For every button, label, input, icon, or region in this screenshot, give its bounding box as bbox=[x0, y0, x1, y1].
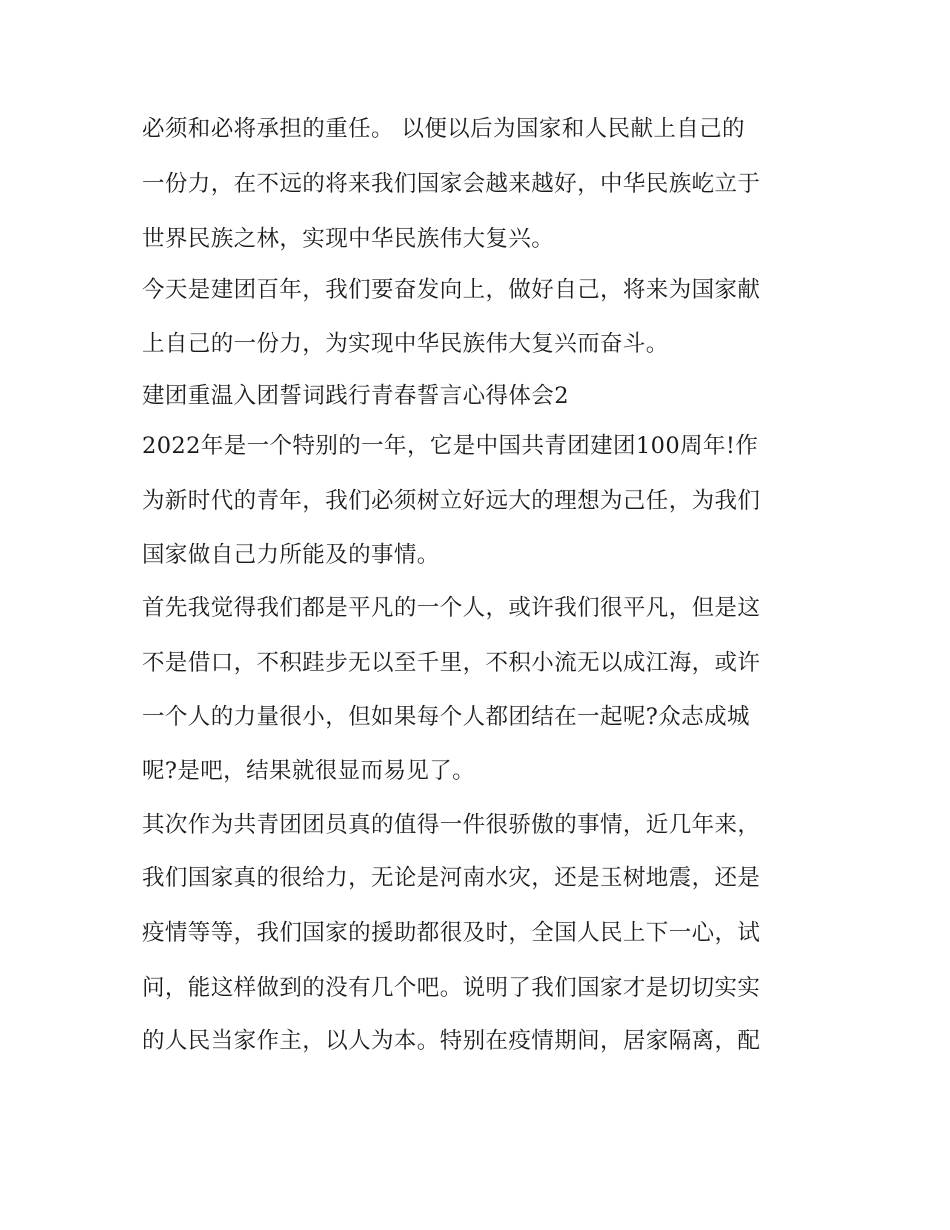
paragraph-line: 世界民族之林，实现中华民族伟大复兴。 bbox=[142, 226, 555, 252]
paragraph-line: 2022年是一个特别的一年，它是中国共青团建团100周年!作 bbox=[142, 433, 759, 459]
paragraph-line: 必须和必将承担的重任。 以便以后为国家和人民献上自己的 bbox=[142, 116, 745, 142]
paragraph-line: 首先我觉得我们都是平凡的一个人，或许我们很平凡，但是这 bbox=[142, 595, 761, 621]
section-heading: 建团重温入团誓词践行青春誓言心得体会2 bbox=[142, 383, 569, 409]
paragraph-line: 一个人的力量很小，但如果每个人都团结在一起呢?众志成城 bbox=[142, 704, 750, 730]
paragraph-line: 我们国家真的很给力，无论是河南水灾，还是玉树地震，还是 bbox=[142, 865, 761, 891]
paragraph-line: 今天是建团百年，我们要奋发向上，做好自己，将来为国家献 bbox=[142, 277, 761, 303]
paragraph-line: 其次作为共青团团员真的值得一件很骄傲的事情，近几年来， bbox=[142, 812, 761, 838]
paragraph-line: 疫情等等，我们国家的援助都很及时，全国人民上下一心，试 bbox=[142, 920, 761, 946]
paragraph-line: 不是借口，不积跬步无以至千里，不积小流无以成江海，或许 bbox=[142, 650, 761, 676]
paragraph-line: 国家做自己力所能及的事情。 bbox=[142, 542, 440, 568]
paragraph-line: 的人民当家作主，以人为本。特别在疫情期间，居家隔离，配 bbox=[142, 1028, 761, 1054]
paragraph-line: 问，能这样做到的没有几个吧。说明了我们国家才是切切实实 bbox=[142, 975, 761, 1001]
paragraph-line: 为新时代的青年，我们必须树立好远大的理想为己任，为我们 bbox=[142, 488, 761, 514]
paragraph-line: 上自己的一份力，为实现中华民族伟大复兴而奋斗。 bbox=[142, 331, 669, 357]
paragraph-line: 呢?是吧，结果就很显而易见了。 bbox=[142, 758, 476, 784]
paragraph-line: 一份力，在不远的将来我们国家会越来越好，中华民族屹立于 bbox=[142, 171, 761, 197]
